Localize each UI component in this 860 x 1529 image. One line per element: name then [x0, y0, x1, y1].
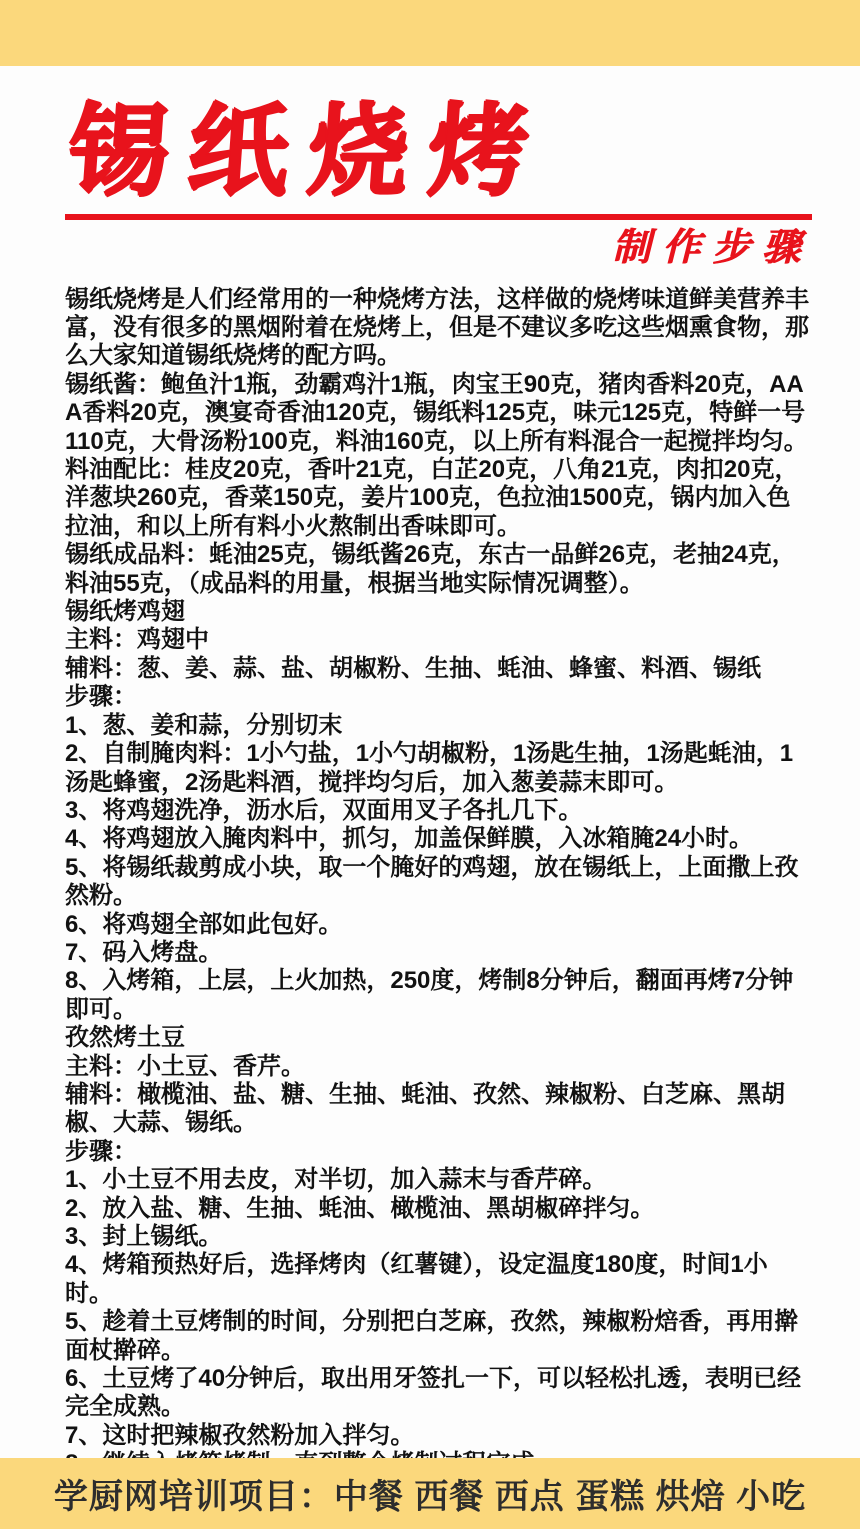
body-paragraph: 辅料：葱、姜、蒜、盐、胡椒粉、生抽、蚝油、蜂蜜、料酒、锡纸 [65, 654, 761, 682]
body-paragraph: 8、入烤箱，上层，上火加热，250度，烤制8分钟后，翻面再烤7分钟即可。 [65, 967, 794, 1023]
page-title: 锡纸烧烤 [64, 96, 553, 208]
body-paragraph: 主料：鸡翅中 [65, 626, 209, 654]
body-paragraph: 4、烤箱预热好后，选择烤肉（红薯键），设定温度180度，时间1小时。 [65, 1251, 768, 1307]
body-paragraph: 5、将锡纸裁剪成小块，取一个腌好的鸡翅，放在锡纸上，上面撒上孜然粉。 [65, 853, 799, 910]
page-subtitle: 制作步骤 [611, 227, 812, 269]
body-paragraph: 7、码入烤盘。 [65, 938, 223, 966]
body-paragraph: 2、放入盐、糖、生抽、蚝油、橄榄油、黑胡椒碎拌匀。 [65, 1194, 655, 1222]
body-paragraph: 料油配比：桂皮20克，香叶21克，白芷20克，八角21克，肉扣20克，洋葱块260克，香菜150克，姜片100克，色拉油1500克，锅内加入色拉油，和以上所有料小火熬制出香味即可。 [65, 456, 799, 540]
top-border-band [0, 0, 860, 66]
body-paragraph: 2、自制腌肉料：1小勺盐，1小勺胡椒粉，1汤匙生抽，1汤匙蚝油，1汤匙蜂蜜，2汤匙料酒，搅拌均匀后，加入葱姜蒜末即可。 [65, 740, 794, 796]
body-paragraph: 步骤： [65, 1137, 137, 1165]
body-paragraph: 锡纸成品料：蚝油25克，锡纸酱26克，东古一品鲜26克，老抽24克，料油55克，（成品料的用量，根据当地实际情况调整）。 [65, 541, 796, 597]
body-paragraph: 6、土豆烤了40分钟后，取出用牙签扎一下，可以轻松扎透，表明已经完全成熟。 [65, 1365, 802, 1421]
title-underline [65, 214, 812, 220]
body-paragraph: 5、趁着土豆烤制的时间，分别把白芝麻，孜然，辣椒粉焙香，再用擀面杖擀碎。 [65, 1308, 799, 1364]
content-panel [0, 66, 860, 1458]
body-paragraph: 7、这时把辣椒孜然粉加入拌匀。 [65, 1421, 415, 1449]
body-paragraph: 锡纸烤鸡翅 [65, 598, 185, 626]
footer-text: 学厨网培训项目：中餐 西餐 西点 蛋糕 烘焙 小吃 [53, 1478, 807, 1516]
body-paragraph: 1、小土豆不用去皮，对半切，加入蒜末与香芹碎。 [65, 1166, 607, 1194]
body-paragraph: 4、将鸡翅放入腌肉料中，抓匀，加盖保鲜膜，入冰箱腌24小时。 [65, 825, 754, 853]
body-paragraph: 孜然烤土豆 [65, 1024, 185, 1052]
body-paragraph: 主料：小土豆、香芹。 [65, 1052, 305, 1080]
body-paragraph: 步骤： [65, 683, 137, 711]
recipe-text [65, 286, 812, 1479]
footer-band [0, 1458, 860, 1529]
body-paragraph: 锡纸酱：鲍鱼汁1瓶，劲霸鸡汁1瓶，肉宝王90克，猪肉香料20克，AAA香料20克，澳宴奇香油120克，锡纸料125克，味元125克，特鲜一号110克，大骨汤粉100克，料油160克，以上所有料混合一起搅拌均匀。 [65, 370, 808, 455]
body-paragraph: 1、葱、姜和蒜，分别切末 [65, 711, 343, 739]
body-paragraph: 3、将鸡翅洗净，沥水后，双面用叉子各扎几下。 [65, 796, 583, 824]
body-paragraph: 3、封上锡纸。 [65, 1223, 223, 1250]
body-paragraph: 锡纸烧烤是人们经常用的一种烧烤方法，这样做的烧烤味道鲜美营养丰富，没有很多的黑烟附着在烧烤上，但是不建议多吃这些烟熏食物，那么大家知道锡纸烧烤的配方吗。 [65, 285, 809, 370]
body-paragraph: 6、将鸡翅全部如此包好。 [65, 910, 343, 938]
body-paragraph: 辅料：橄榄油、盐、糖、生抽、蚝油、孜然、辣椒粉、白芝麻、黑胡椒、大蒜、锡纸。 [65, 1080, 785, 1137]
